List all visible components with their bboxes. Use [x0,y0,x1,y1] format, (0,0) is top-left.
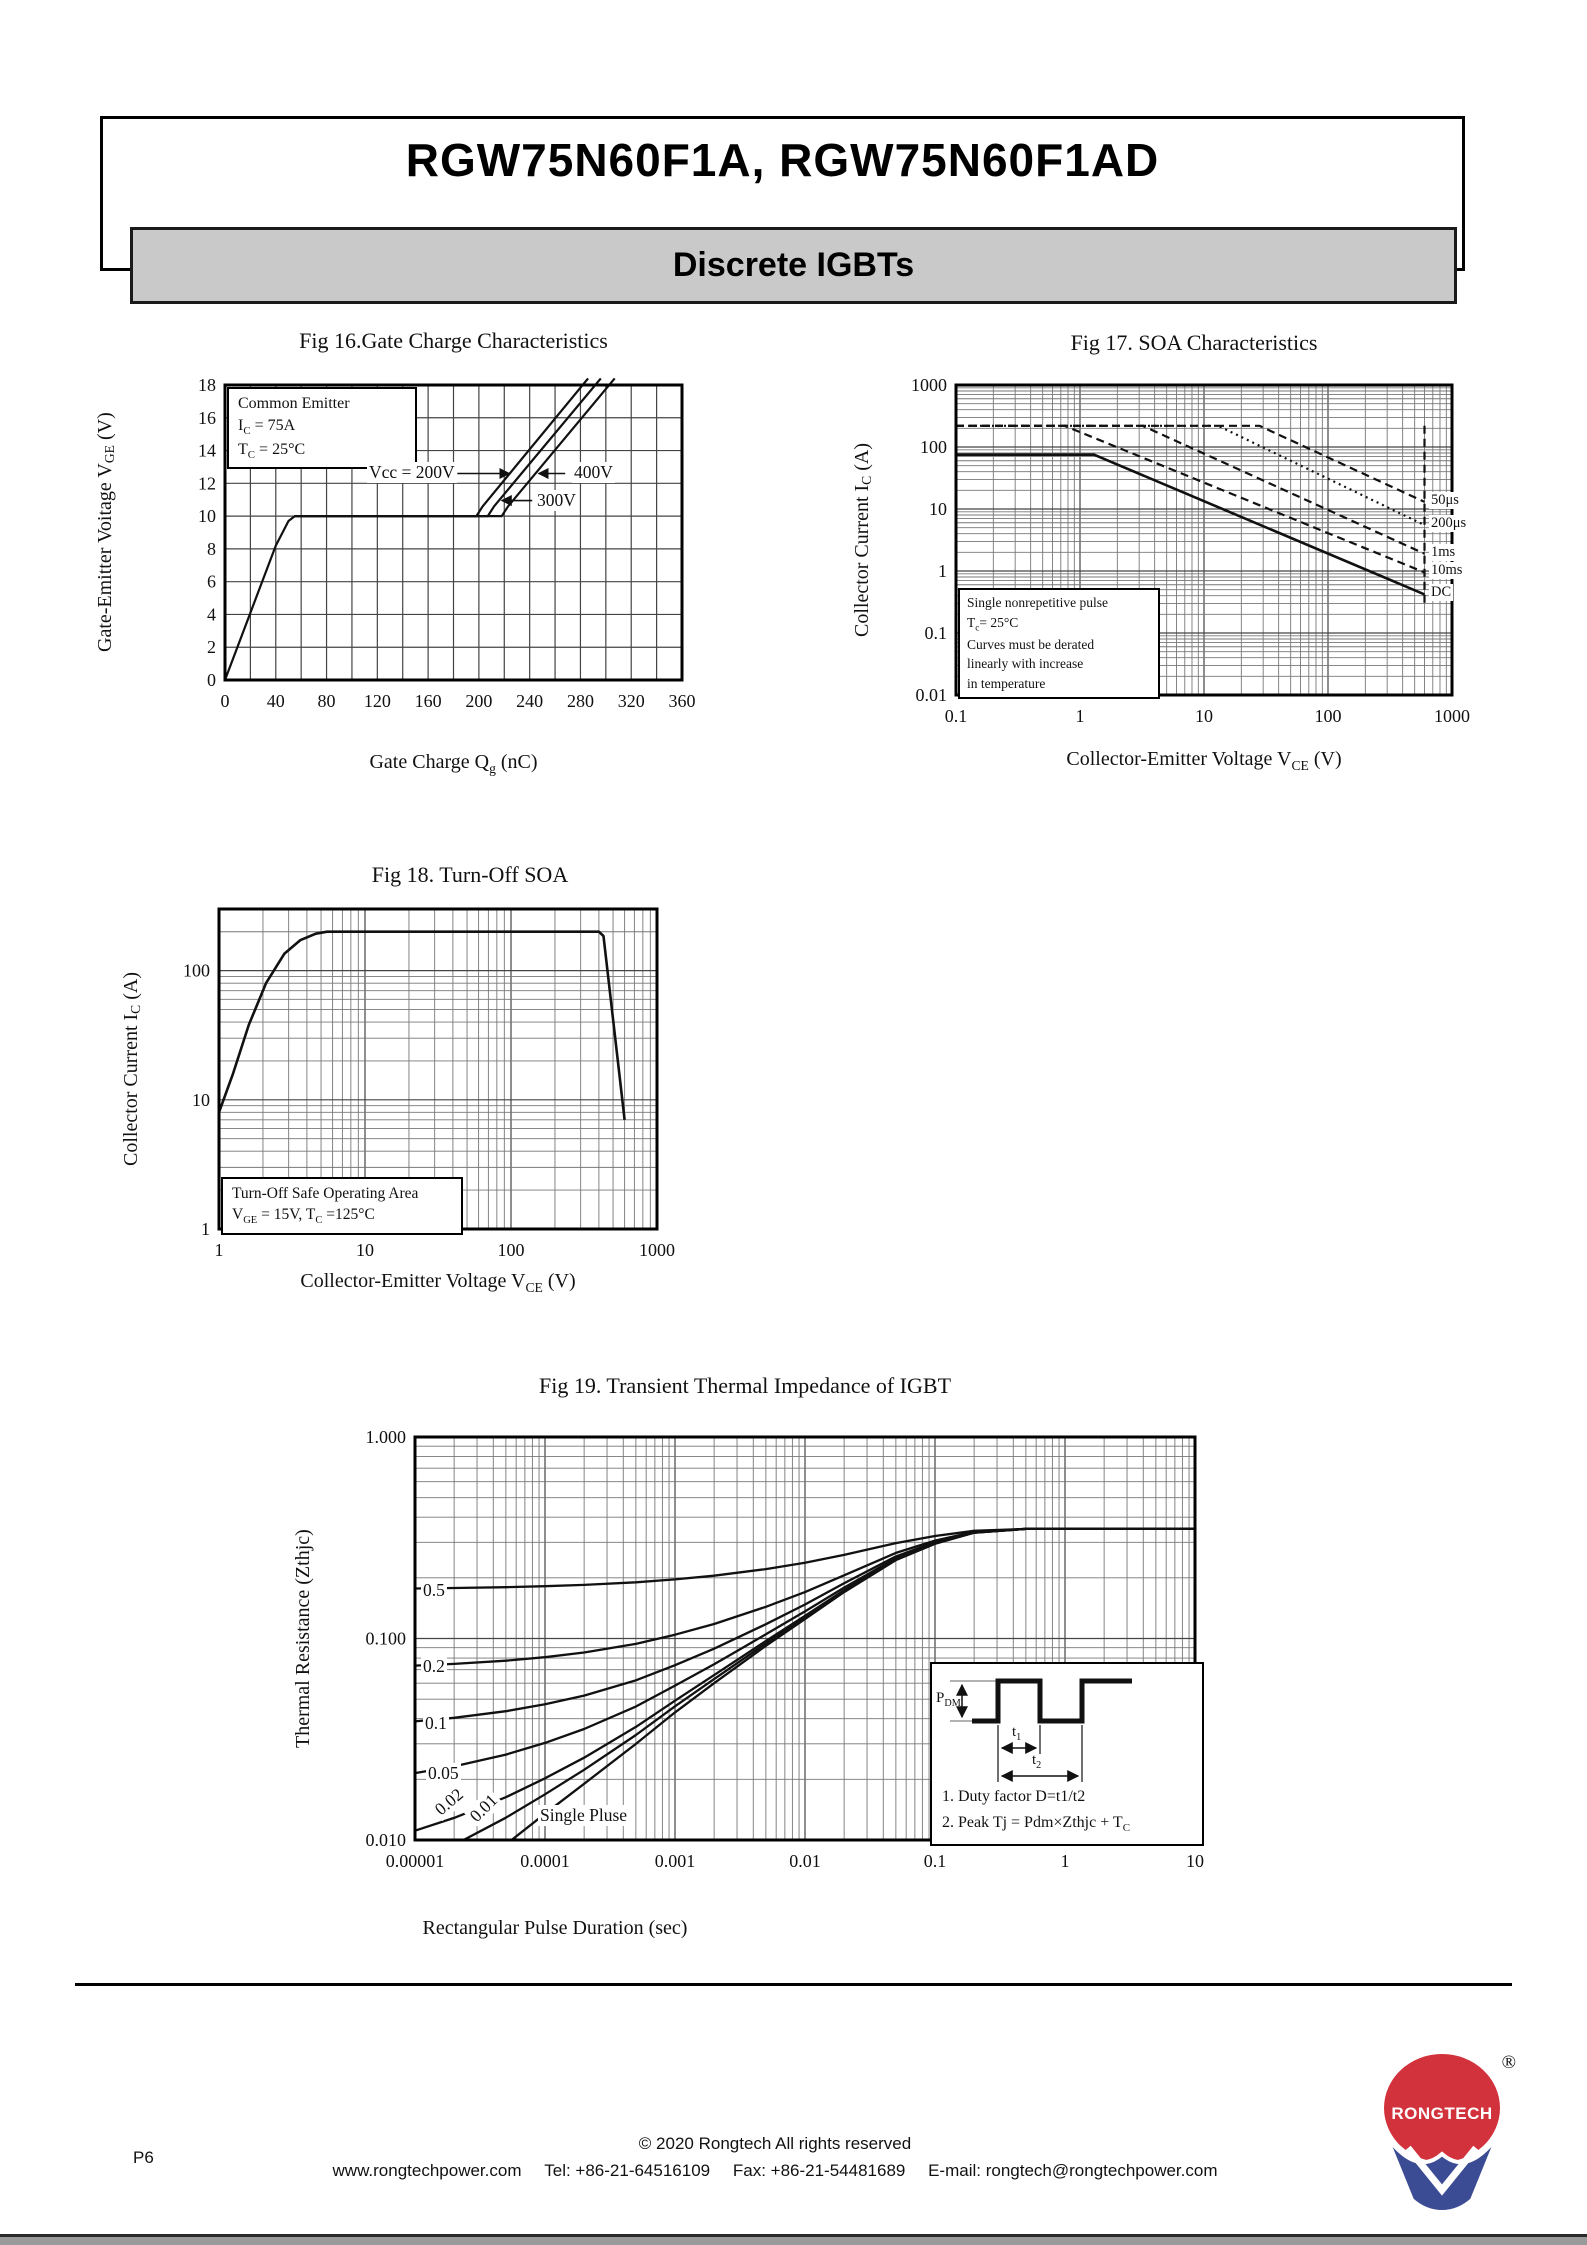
svg-text:100: 100 [1314,706,1342,726]
fig18-note-box [221,1177,463,1235]
svg-text:1: 1 [214,1240,224,1260]
registered-trademark-symbol: ® [1501,2052,1516,2073]
fig18-note-line: $V_{GE} = 15V$, $T_C =125^\circ C$ [232,1206,375,1227]
fig17-note-line: Single nonrepetitive pulse [967,595,1108,610]
footer-tel: Tel: +86-21-64516109 [544,2161,711,2180]
fig16-condition-line: Common Emitter [238,395,350,412]
inset-note-1: 1. Duty factor D=t1/t2 [942,1788,1086,1805]
fig17-note-line: in temperature [967,675,1046,691]
fig19-curve-label-3: 0.05 [428,1763,459,1783]
fig17-y-axis-label: Collector Current $I_C$ (A) [851,442,874,638]
fig19-curve-label-5: 0.01 [464,1789,503,1828]
fig18-title: Fig 18. Turn-Off SOA [371,862,569,887]
fig16-condition-line: $I_C = 75A$ [238,417,296,438]
fig16-curve-label-400v: 400V [574,462,613,482]
pulse-waveform-diagram [932,1664,1198,1788]
svg-text:4: 4 [207,604,216,625]
fig16-curve-label-vcc200: Vcc = 200V [369,462,455,482]
rongtech-logo [1380,2052,1516,2217]
fig18-y-axis-label: Collector Current $I_C$ (A) [120,971,143,1167]
bottom-bar [0,2234,1587,2245]
fig19-title: Fig 19. Transient Thermal Impedance of IGBT [538,1373,952,1398]
svg-text:360: 360 [668,691,696,711]
fig17-note-line: $T_c= 25^\circ C$ [967,614,1019,633]
fig17-note-line: Curves must be derated [967,636,1095,652]
svg-text:160: 160 [414,691,442,711]
fig16-y-axis-label: Gate-Emitter Voitage $V_{GE}$ (V) [94,412,117,653]
fig16-conditions-box [227,387,417,469]
fig19-curve-label-1: 0.2 [423,1656,445,1676]
fig18-x-axis-label: Collector-Emitter Voltage $V_{CE}$ (V) [300,1270,576,1295]
fig17-pulse-label-2: 1ms [1431,543,1456,560]
pulse-train [972,1681,1132,1721]
fig16-gate-charge-chart [80,320,720,798]
svg-text:1000: 1000 [911,375,947,395]
svg-text:0.100: 0.100 [365,1628,406,1649]
svg-text:2: 2 [207,637,216,658]
fig19-thermal-impedance-chart [230,1355,1290,1955]
svg-text:0.01: 0.01 [789,1851,821,1871]
page-title: RGW75N60F1A, RGW75N60F1AD [405,134,1160,186]
svg-text:0.1: 0.1 [923,1851,947,1871]
fig17-note-box [958,588,1160,699]
pdm-label: $P_{DM}$ [936,1690,961,1709]
banner-label: Discrete IGBTs [672,246,915,284]
t1-label: $t_1$ [1012,1724,1022,1743]
fig19-plot-canvas [230,1355,1290,1955]
svg-text:1: 1 [938,561,947,581]
svg-text:280: 280 [566,691,594,711]
fig19-curve-label-6: Single Pluse [540,1805,628,1825]
svg-text:100: 100 [183,960,210,981]
svg-text:0.01: 0.01 [915,685,947,705]
svg-text:0.1: 0.1 [944,706,968,726]
svg-text:0.1: 0.1 [924,623,947,643]
svg-text:12: 12 [198,473,216,494]
fig18-plot-canvas [80,850,740,1322]
inset-note-2: 2. Peak Tj = Pdm×Zthjc + $T_C$ [942,1814,1130,1835]
svg-text:10: 10 [198,506,216,527]
fig19-y-axis-label: Thermal Resistance (Zthjc) [292,1529,314,1748]
svg-text:6: 6 [207,571,216,592]
fig17-pulse-label-1: 200μs [1431,515,1467,532]
t2-label: $t_2$ [1032,1752,1042,1771]
svg-text:10: 10 [192,1089,210,1110]
page-number: P6 [133,2148,154,2167]
fig16-x-axis-label: Gate Charge $Q_g$ (nC) [369,751,538,776]
svg-text:1000: 1000 [1434,706,1470,726]
fig17-note-line: linearly with increase [967,656,1084,672]
fig17-pulse-label-0: 50μs [1431,491,1459,508]
fig17-pulse-label-4: DC [1431,584,1452,601]
fig18-note-line: Turn-Off Safe Operating Area [232,1185,419,1202]
svg-text:1: 1 [201,1219,210,1239]
svg-text:10: 10 [356,1240,374,1260]
svg-text:120: 120 [363,691,391,711]
svg-text:1.000: 1.000 [365,1427,406,1447]
svg-text:0.0001: 0.0001 [520,1851,570,1871]
fig17-x-axis-label: Collector-Emitter Voltage $V_{CE}$ (V) [1066,748,1342,773]
svg-text:14: 14 [198,440,216,461]
svg-text:240: 240 [516,691,544,711]
svg-text:200: 200 [465,691,493,711]
footer-divider [75,1983,1512,1986]
svg-text:10: 10 [929,499,947,519]
svg-text:18: 18 [198,375,216,395]
svg-text:0: 0 [220,691,230,711]
svg-text:320: 320 [617,691,645,711]
svg-text:1: 1 [1075,706,1085,726]
svg-text:0.00001: 0.00001 [385,1851,445,1871]
fig18-turnoff-soa-chart [80,850,740,1322]
svg-text:0.001: 0.001 [654,1851,696,1871]
svg-text:1: 1 [1060,1851,1070,1871]
copyright-text: © 2020 Rongtech All rights reserved [638,2134,912,2153]
svg-text:1000: 1000 [639,1240,675,1260]
svg-text:100: 100 [497,1240,525,1260]
fig16-title: Fig 16.Gate Charge Characteristics [299,328,608,353]
footer-email: E-mail: rongtech@rongtechpower.com [928,2161,1218,2180]
footer-text-block [160,2134,1390,2181]
rongtech-logo-graphic [1380,2052,1510,2217]
svg-text:0.010: 0.010 [365,1830,406,1850]
fig19-x-axis-label: Rectangular Pulse Duration (sec) [422,1917,688,1939]
fig19-curve-label-0: 0.5 [423,1580,445,1600]
fig17-soa-chart [845,320,1565,795]
fig17-title: Fig 17. SOA Characteristics [1070,330,1318,355]
svg-text:40: 40 [266,691,285,711]
banner-discrete-igbts [130,227,1457,304]
svg-text:10: 10 [1195,706,1213,726]
contact-line [160,2161,1390,2181]
svg-text:0: 0 [207,670,216,690]
footer-website: www.rongtechpower.com [332,2161,522,2180]
logo-wordmark: RONGTECH [1391,2104,1493,2123]
fig16-condition-line: $T_C = 25^\circ C$ [238,441,306,462]
svg-text:16: 16 [198,407,216,428]
svg-text:8: 8 [207,538,216,559]
fig19-duty-cycle-inset [930,1662,1204,1846]
svg-text:10: 10 [1186,1851,1204,1871]
fig16-curve-label-300v: 300V [537,490,576,510]
svg-text:100: 100 [920,437,947,457]
footer-fax: Fax: +86-21-54481689 [732,2161,906,2180]
fig19-curve-label-2: 0.1 [425,1713,447,1733]
fig19-curve-label-4: 0.02 [429,1783,469,1821]
fig17-pulse-label-3: 10ms [1431,562,1463,579]
svg-text:80: 80 [317,691,336,711]
